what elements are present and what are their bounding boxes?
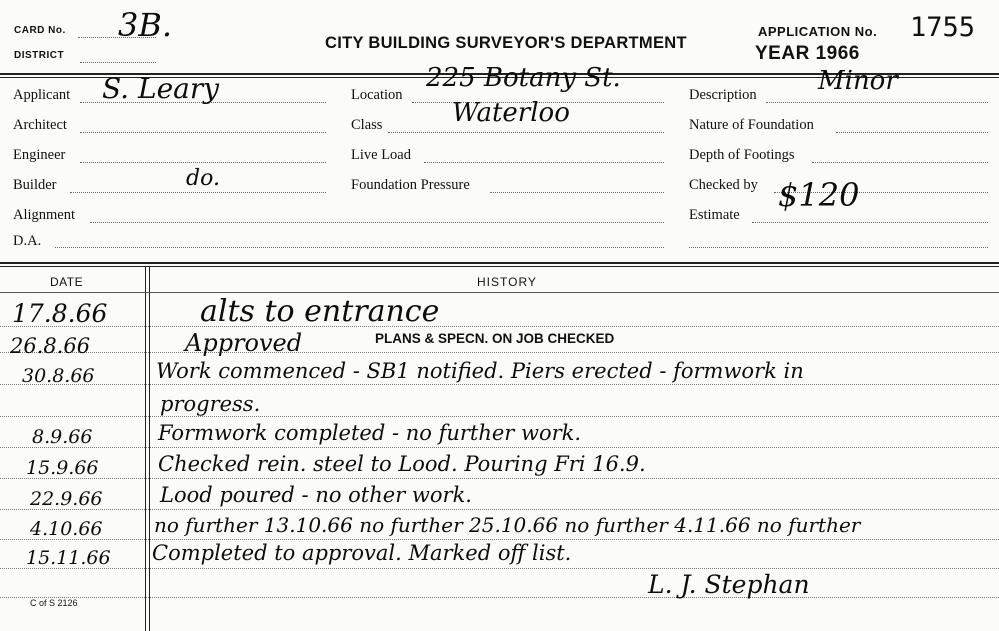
architect-label: Architect bbox=[13, 117, 67, 133]
applicant-label: Applicant bbox=[13, 87, 71, 103]
foundation-pressure-label: Foundation Pressure bbox=[351, 177, 470, 193]
card-no-value: 3B. bbox=[118, 6, 173, 44]
history-text: Checked rein. steel to Lood. Pouring Fri 16.9. bbox=[158, 452, 646, 476]
depth-of-footings-label: Depth of Footings bbox=[689, 147, 795, 163]
year-label: YEAR 1966 bbox=[755, 43, 860, 64]
plans-checked-stamp: PLANS & SPECN. ON JOB CHECKED bbox=[375, 331, 615, 346]
applicant-value: S. Leary bbox=[102, 72, 220, 105]
department-title: CITY BUILDING SURVEYOR'S DEPARTMENT bbox=[325, 34, 687, 52]
date-column-header: DATE bbox=[50, 275, 84, 289]
estimate-value: $120 bbox=[778, 176, 860, 214]
location-value-line-2: Waterloo bbox=[452, 98, 570, 128]
form-code: C of S 2126 bbox=[30, 598, 78, 608]
application-no-value: 1755 bbox=[910, 12, 976, 43]
application-no-label: APPLICATION No. bbox=[758, 24, 878, 39]
alignment-label: Alignment bbox=[13, 207, 76, 223]
da-label: D.A. bbox=[13, 233, 42, 249]
history-date: 4.10.66 bbox=[30, 518, 103, 540]
nature-of-foundation-label: Nature of Foundation bbox=[689, 117, 814, 133]
history-text: Completed to approval. Marked off list. bbox=[152, 541, 572, 565]
signature: L. J. Stephan bbox=[648, 570, 810, 599]
history-text: alts to entrance bbox=[200, 294, 440, 329]
history-text: Approved bbox=[185, 329, 303, 357]
district-label: DISTRICT bbox=[14, 50, 65, 61]
history-text: no further 13.10.66 no further 25.10.66 no further 4.11.66 no further bbox=[154, 513, 861, 537]
history-text: Formwork completed - no further work. bbox=[158, 421, 582, 445]
estimate-label: Estimate bbox=[689, 207, 740, 223]
checked-by-label: Checked by bbox=[689, 177, 758, 193]
builder-label: Builder bbox=[13, 177, 57, 193]
history-text: Work commenced - SB1 notified. Piers erected - formwork in bbox=[156, 359, 804, 383]
history-date: 8.9.66 bbox=[32, 426, 93, 448]
description-label: Description bbox=[689, 87, 757, 103]
description-value: Minor bbox=[818, 66, 898, 96]
live-load-label: Live Load bbox=[351, 147, 411, 163]
location-value-line-1: 225 Botany St. bbox=[426, 63, 621, 93]
history-date: 15.9.66 bbox=[26, 457, 99, 479]
history-date: 22.9.66 bbox=[30, 488, 103, 510]
history-date: 26.8.66 bbox=[10, 334, 91, 358]
history-date: 17.8.66 bbox=[12, 299, 108, 328]
history-column-header: HISTORY bbox=[477, 275, 537, 289]
history-date: 15.11.66 bbox=[26, 547, 111, 569]
card-no-label: CARD No. bbox=[14, 25, 66, 36]
location-label: Location bbox=[351, 87, 403, 103]
history-text: progress. bbox=[160, 392, 261, 416]
builder-value: do. bbox=[186, 166, 220, 191]
class-label: Class bbox=[351, 117, 383, 133]
engineer-label: Engineer bbox=[13, 147, 66, 163]
history-text: Lood poured - no other work. bbox=[160, 483, 472, 507]
history-date: 30.8.66 bbox=[22, 365, 95, 387]
